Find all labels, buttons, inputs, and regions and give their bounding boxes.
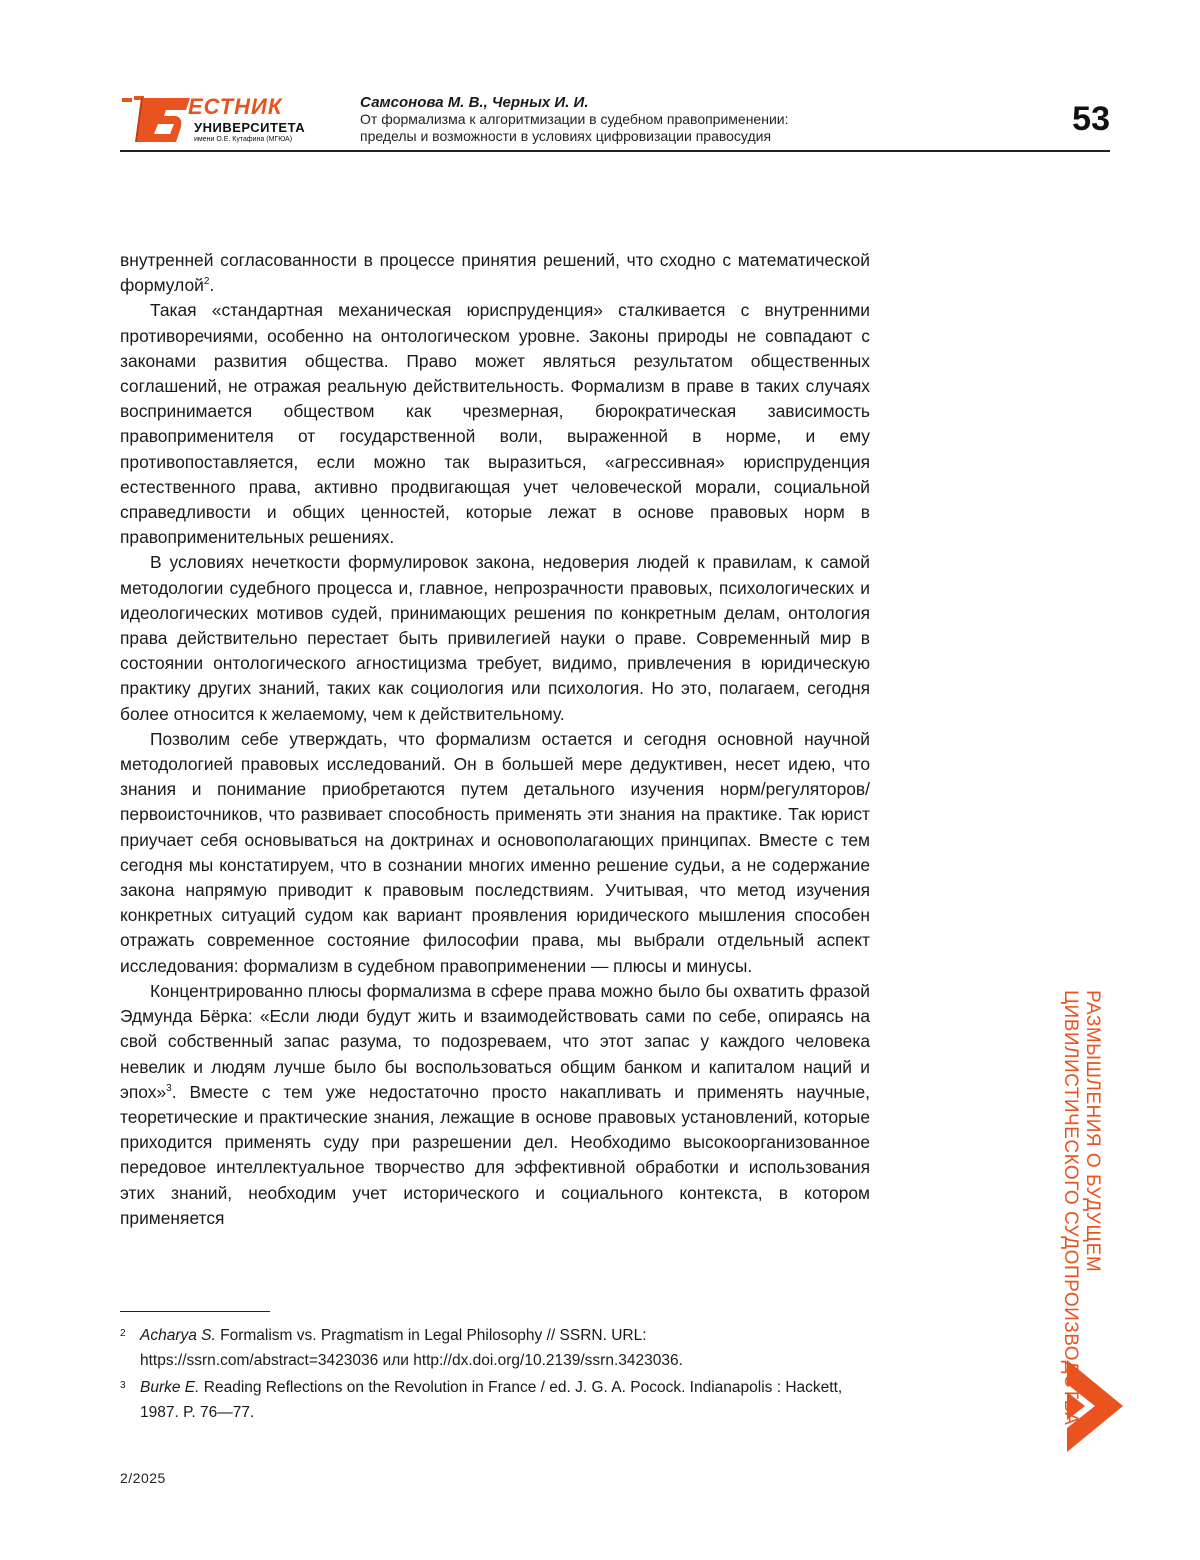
footnotes [120,1323,870,1427]
section-title: РАЗМЫШЛЕНИЯ О БУДУЩЕМ ЦИВИЛИСТИЧЕСКОГО СУДОПРОИЗВОДСТВА [993,990,1103,1430]
footnote-number: 3 [120,1373,126,1398]
paragraph: В условиях нечеткости формулировок закона, недоверия людей к правилам, к самой методологии судебного процесса и, главное, непрозрачности правовых, психологических и идеологических мотивов судей, принимающих решения по конкретным делам, онтология права действительно перестает быть привилегией науки о праве. Современный мир в состоянии онтологического агностицизма требует, видимо, привлечения в юридическую практику других знаний, таких как социология или психология. Но это, полагаем, сегодня более относится к желаемому, чем к действительному. [120,550,870,726]
page-number: 53 [1072,100,1110,139]
footnote-author: Acharya S. [140,1327,216,1344]
footnote-divider [120,1311,270,1312]
footnote-ref[interactable]: 3 [166,1083,172,1094]
section-banner [985,990,1145,1470]
paragraph-text: . Вместе с тем уже недостаточно просто накапливать и применять научные, теоретические и практические знания, лежащие в основе правовых установлений, которые приходится применять суду при разрешении дел. Необходимо высокоорганизованное передовое интеллектуальное творчество для эффективной обработки и использования этих знаний, необходим учет исторического и социального контекста, в котором применяется [120,1082,870,1228]
footnote-text: Reading Reflections on the Revolution in France / ed. J. G. A. Pocock. Indianapolis : Hackett, 1987. P. 76—77. [140,1379,842,1421]
issue-number: 2/2025 [120,1470,166,1486]
paragraph [120,979,870,1231]
article-body [120,248,870,1231]
footnote-ref[interactable]: 2 [204,276,210,287]
arrow-right-icon [1063,1358,1127,1454]
page-header [120,92,1110,152]
footnote [120,1323,870,1373]
paragraph: Позволим себе утверждать, что формализм остается и сегодня основной научной методологией правовых исследований. Он в большей мере дедуктивен, несет идею, что знания и понимание приобретаются путем детального изучения норм/регуляторов/первоисточников, что развивает способность применять эти знания на практике. Так юрист приучает себя основываться на доктринах и основополагающих принципах. Вместе с тем сегодня мы констатируем, что в сознании многих именно решение судьи, а не содержание закона напрямую приводит к правовым последствиям. Учитывая, что метод изучения конкретных ситуаций судом как вариант проявления юридического мышления способен отражать современное состояние философии права, мы выбрали отдельный аспект исследования: формализм в судебном правоприменении — плюсы и минусы. [120,727,870,979]
footnote-number: 2 [120,1321,126,1346]
header-title-line2: пределы и возможности в условиях цифровизации правосудия [360,128,1040,145]
paragraph: Такая «стандартная механическая юриспруденция» сталкивается с внутренними противоречиями, особенно на онтологическом уровне. Законы природы не совпадают с законами развития общества. Право может являться результатом общественных соглашений, не отражая реальную действительность. Формализм в праве в таких случаях воспринимается обществом как чрезмерная, бюрократическая зависимость правоприменителя от государственной воли, выраженной в норме, и ему противопоставляется, если можно так выразиться, «агрессивная» юриспруденция естественного права, активно продвигающая учет человеческой морали, социальной справедливости и общих ценностей, которые лежат в основе правовых норм в правоприменительных решениях. [120,298,870,550]
logo-word: ЕСТНИК [188,94,282,120]
footnote-text: Formalism vs. Pragmatism in Legal Philosophy // SSRN. URL: https://ssrn.com/abstract=3423036 или http://dx.doi.org/10.2139/ssrn.3423036. [140,1327,683,1369]
footnote [120,1375,870,1425]
paragraph-text: . [209,275,214,295]
running-header [360,94,1040,145]
header-title-line1: От формализма к алгоритмизации в судебном правоприменении: [360,111,1040,128]
footnote-author: Burke E. [140,1379,199,1396]
logo-university: УНИВЕРСИТЕТА [194,120,305,135]
paragraph [120,248,870,298]
logo-subtitle: имени О.Е. Кутафина (МГЮА) [194,136,292,143]
journal-logo [120,92,335,148]
paragraph-text: Концентрированно плюсы формализма в сфере права можно было бы охватить фразой Эдмунда Бёрка: «Если люди будут жить и взаимодействовать сами по себе, опираясь на свой собственный запас разума, то подозреваем, что этот запас у каждого человека невелик и людям лучше было бы воспользоваться общим банком и капиталом наций и эпох» [120,981,870,1102]
header-authors: Самсонова М. В., Черных И. И. [360,94,1040,111]
paragraph-text: внутренней согласованности в процессе принятия решений, что сходно с математической формулой [120,250,870,295]
